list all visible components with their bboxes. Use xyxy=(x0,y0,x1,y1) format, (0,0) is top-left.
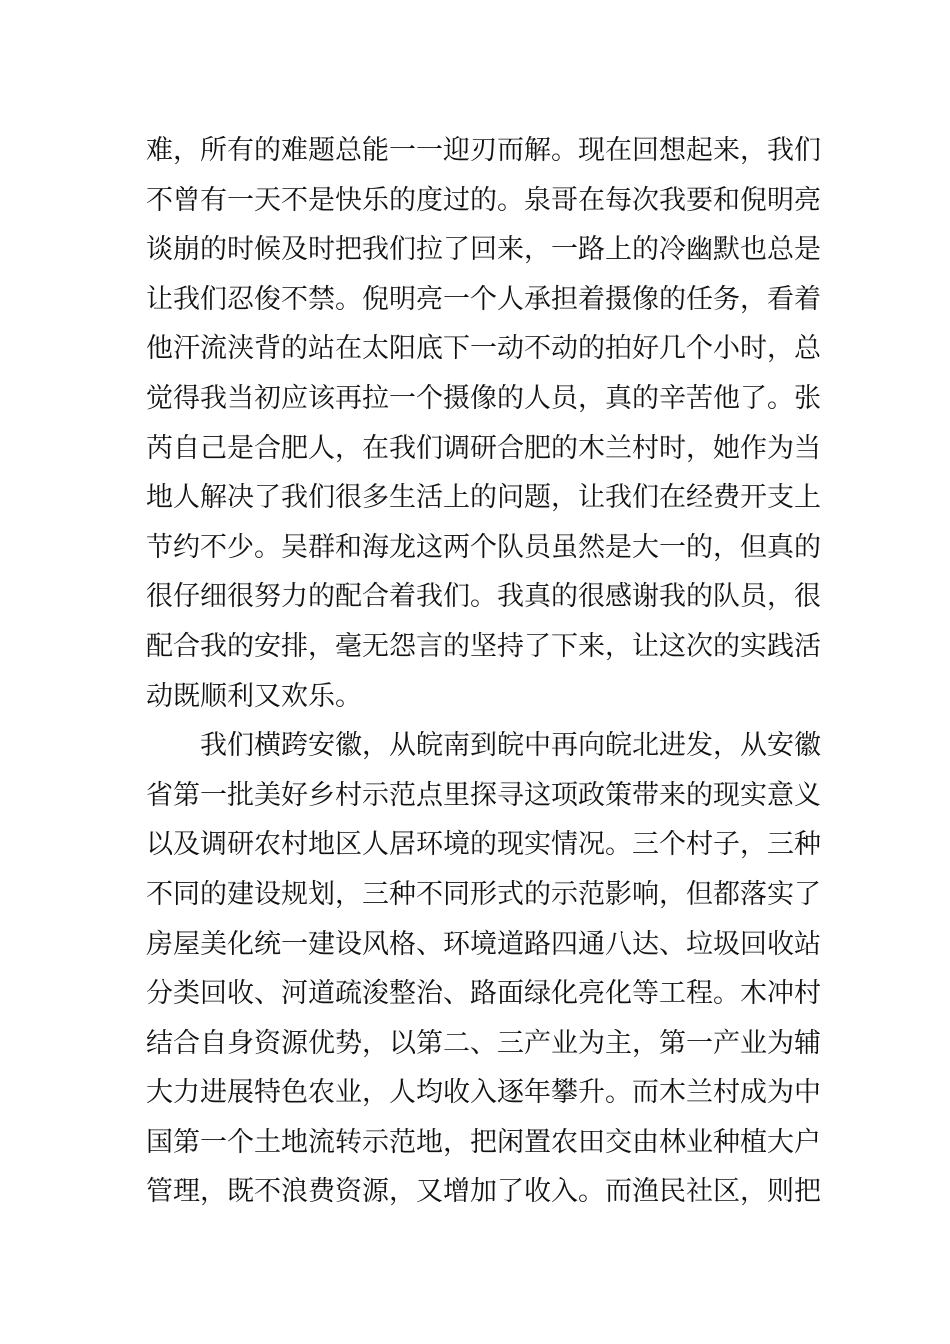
text-line: 管理，既不浪费资源，又增加了收入。而渔民社区，则把 xyxy=(146,1176,821,1208)
text-line: 芮自己是合肥人，在我们调研合肥的木兰村时，她作为当 xyxy=(146,432,821,464)
text-line: 动既顺利又欢乐。 xyxy=(146,680,362,712)
text-line: 房屋美化统一建设风格、环境道路四通八达、垃圾回收站 xyxy=(146,928,821,960)
text-line: 不同的建设规划，三种不同形式的示范影响，但都落实了 xyxy=(146,878,821,910)
text-line: 配合我的安排，毫无怨言的坚持了下来，让这次的实践活 xyxy=(146,630,821,662)
text-line: 不曾有一天不是快乐的度过的。泉哥在每次我要和倪明亮 xyxy=(146,184,821,216)
text-line: 节约不少。吴群和海龙这两个队员虽然是大一的，但真的 xyxy=(146,531,821,563)
text-line: 大力进展特色农业，人均收入逐年攀升。而木兰村成为中 xyxy=(146,1077,821,1109)
text-line: 以及调研农村地区人居环境的现实情况。三个村子，三种 xyxy=(146,829,821,861)
text-line: 觉得我当初应该再拉一个摄像的人员，真的辛苦他了。张 xyxy=(146,382,821,414)
paragraph-1 xyxy=(146,126,821,721)
text-line: 他汗流浃背的站在太阳底下一动不动的拍好几个小时，总 xyxy=(146,333,821,365)
text-line: 让我们忍俊不禁。倪明亮一个人承担着摄像的任务，看着 xyxy=(146,283,821,315)
text-line: 省第一批美好乡村示范点里探寻这项政策带来的现实意义 xyxy=(146,779,821,811)
text-line: 分类回收、河道疏浚整治、路面绿化亮化等工程。木冲村 xyxy=(146,978,821,1010)
paragraph-2 xyxy=(146,721,821,1217)
text-line: 谈崩的时候及时把我们拉了回来，一路上的冷幽默也总是 xyxy=(146,234,821,266)
text-line: 难，所有的难题总能一一迎刃而解。现在回想起来，我们 xyxy=(146,135,821,166)
text-line: 很仔细很努力的配合着我们。我真的很感谢我的队员，很 xyxy=(146,581,821,613)
text-line: 结合自身资源优势，以第二、三产业为主，第一产业为辅 xyxy=(146,1027,821,1059)
text-line: 我们横跨安徽，从皖南到皖中再向皖北进发，从安徽 xyxy=(200,730,821,762)
text-line: 地人解决了我们很多生活上的问题，让我们在经费开支上 xyxy=(146,482,821,514)
document-body xyxy=(146,126,821,1217)
text-line: 国第一个土地流转示范地，把闲置农田交由林业种植大户 xyxy=(146,1126,821,1158)
